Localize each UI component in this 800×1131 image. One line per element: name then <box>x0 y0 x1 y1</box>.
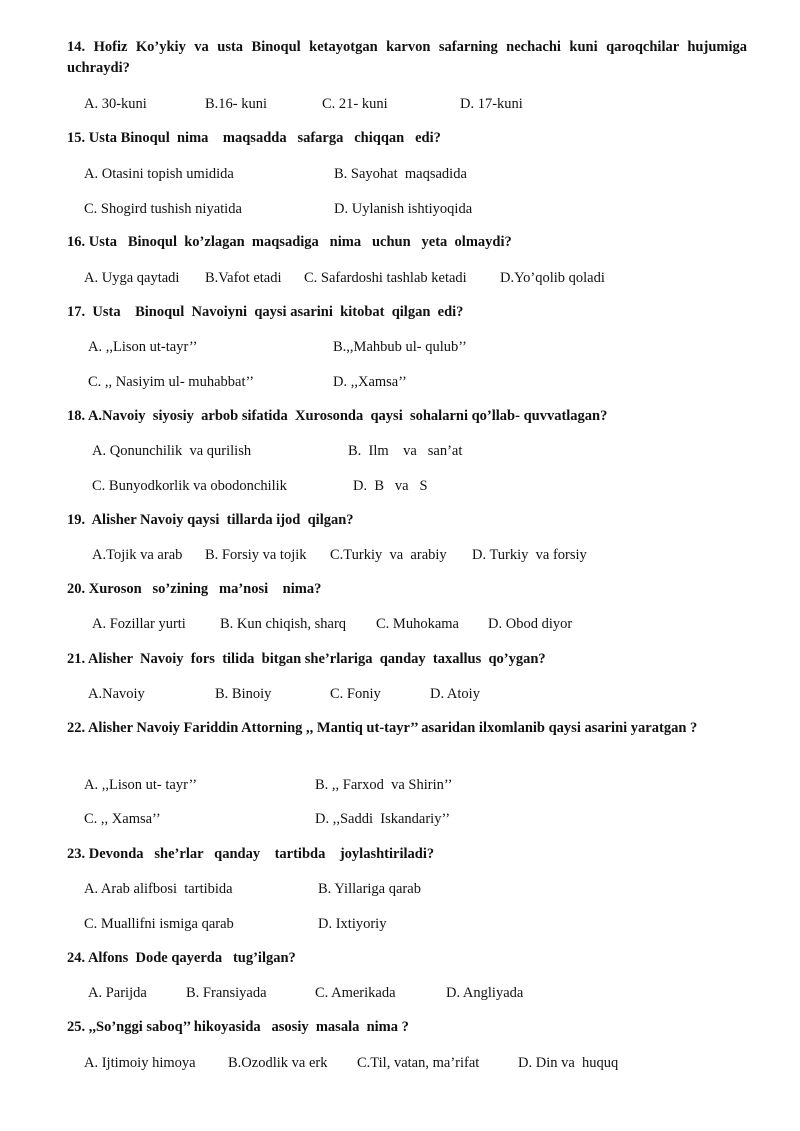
question-text: 16. Usta Binoqul ko’zlagan maqsadiga nima uchun yeta olmaydi? <box>67 234 512 250</box>
option-a: A. Arab alifbosi tartibida <box>84 881 233 897</box>
option-a: A.Tojik va arab <box>92 547 183 563</box>
option-d: D. Obod diyor <box>488 616 573 632</box>
option-d: D. Angliyada <box>446 985 524 1001</box>
option-c: C. Amerikada <box>315 985 396 1001</box>
option-b: B.Vafot etadi <box>205 270 282 286</box>
question-text: 21. Alisher Navoiy fors tilida bitgan she’rlariga qanday taxallus qo’ygan? <box>67 651 546 667</box>
question-text: 14. Hofiz Ko’ykiy va usta Binoqul ketayotgan karvon safarning nechachi kuni qaroqchilar hujumiga uchraydi? <box>67 39 747 76</box>
option-c: C.Turkiy va arabiy <box>330 547 447 563</box>
option-a: A. Fozillar yurti <box>92 616 186 632</box>
option-d: D. Turkiy va forsiy <box>472 547 587 563</box>
option-b: B. Fransiyada <box>186 985 267 1001</box>
option-c: C. ,, Nasiyim ul- muhabbat’’ <box>88 374 255 390</box>
option-c: C. Muhokama <box>376 616 459 632</box>
option-c: C. Bunyodkorlik va obodonchilik <box>92 478 287 494</box>
option-a: A. 30-kuni <box>84 96 147 112</box>
option-b: B. Yillariga qarab <box>318 881 421 897</box>
option-c: C. Foniy <box>330 686 381 702</box>
option-a: A.Navoiy <box>88 686 145 702</box>
option-d: D. 17-kuni <box>460 96 523 112</box>
option-c: C. Muallifni ismiga qarab <box>84 916 234 932</box>
option-d: D. Ixtiyoriy <box>318 916 387 932</box>
option-b: B.16- kuni <box>205 96 268 112</box>
option-d: D. B va S <box>353 478 428 494</box>
option-b: B. Sayohat maqsadida <box>334 166 467 182</box>
question-text: 23. Devonda she’rlar qanday tartibda joylashtiriladi? <box>67 846 435 862</box>
option-b: B.Ozodlik va erk <box>228 1055 328 1071</box>
option-b: B. Ilm va san’at <box>348 443 463 459</box>
option-a: A. ,,Lison ut- tayr’’ <box>84 777 198 793</box>
question-text: 18. A.Navoiy siyosiy arbob sifatida Xurosonda qaysi sohalarni qo’llab- quvvatlagan? <box>67 408 608 424</box>
question-text: 22. Alisher Navoiy Fariddin Attorning ,, Mantiq ut-tayr’’ asaridan ilxomlanib qaysi asarini yaratgan ? <box>67 720 698 736</box>
option-c: C. ,, Xamsa’’ <box>84 811 161 827</box>
question-text: 24. Alfons Dode qayerda tug’ilgan? <box>67 950 296 966</box>
option-b: B. Forsiy va tojik <box>205 547 307 563</box>
question-text: 15. Usta Binoqul nima maqsadda safarga chiqqan edi? <box>67 130 441 146</box>
option-d: D. Din va huquq <box>518 1055 619 1071</box>
option-b: B. Binoiy <box>215 686 272 702</box>
question-text: 25. ,,So’nggi saboq’’ hikoyasida asosiy masala nima ? <box>67 1019 409 1035</box>
option-b: B.,,Mahbub ul- qulub’’ <box>333 339 467 355</box>
option-a: A. Qonunchilik va qurilish <box>92 443 252 459</box>
option-c: C. 21- kuni <box>322 96 388 112</box>
option-a: A. Ijtimoiy himoya <box>84 1055 196 1071</box>
option-c: C. Shogird tushish niyatida <box>84 201 242 217</box>
option-b: B. ,, Farxod va Shirin’’ <box>315 777 453 793</box>
option-c: C. Safardoshi tashlab ketadi <box>304 270 467 286</box>
option-d: D.Yo’qolib qoladi <box>500 270 605 286</box>
option-a: A. Uyga qaytadi <box>84 270 180 286</box>
option-c: C.Til, vatan, ma’rifat <box>357 1055 480 1071</box>
option-d: D. Atoiy <box>430 686 480 702</box>
question-text: 19. Alisher Navoiy qaysi tillarda ijod qilgan? <box>67 512 354 528</box>
option-d: D. ,,Saddi Iskandariy’’ <box>315 811 451 827</box>
option-a: A. ,,Lison ut-tayr’’ <box>88 339 198 355</box>
option-a: A. Otasini topish umidida <box>84 166 234 182</box>
option-a: A. Parijda <box>88 985 147 1001</box>
option-b: B. Kun chiqish, sharq <box>220 616 347 632</box>
question-text: 20. Xuroson so’zining ma’nosi nima? <box>67 581 322 597</box>
option-d: D. Uylanish ishtiyoqida <box>334 201 473 217</box>
question-text: 17. Usta Binoqul Navoiyni qaysi asarini kitobat qilgan edi? <box>67 304 464 320</box>
option-d: D. ,,Xamsa’’ <box>333 374 407 390</box>
